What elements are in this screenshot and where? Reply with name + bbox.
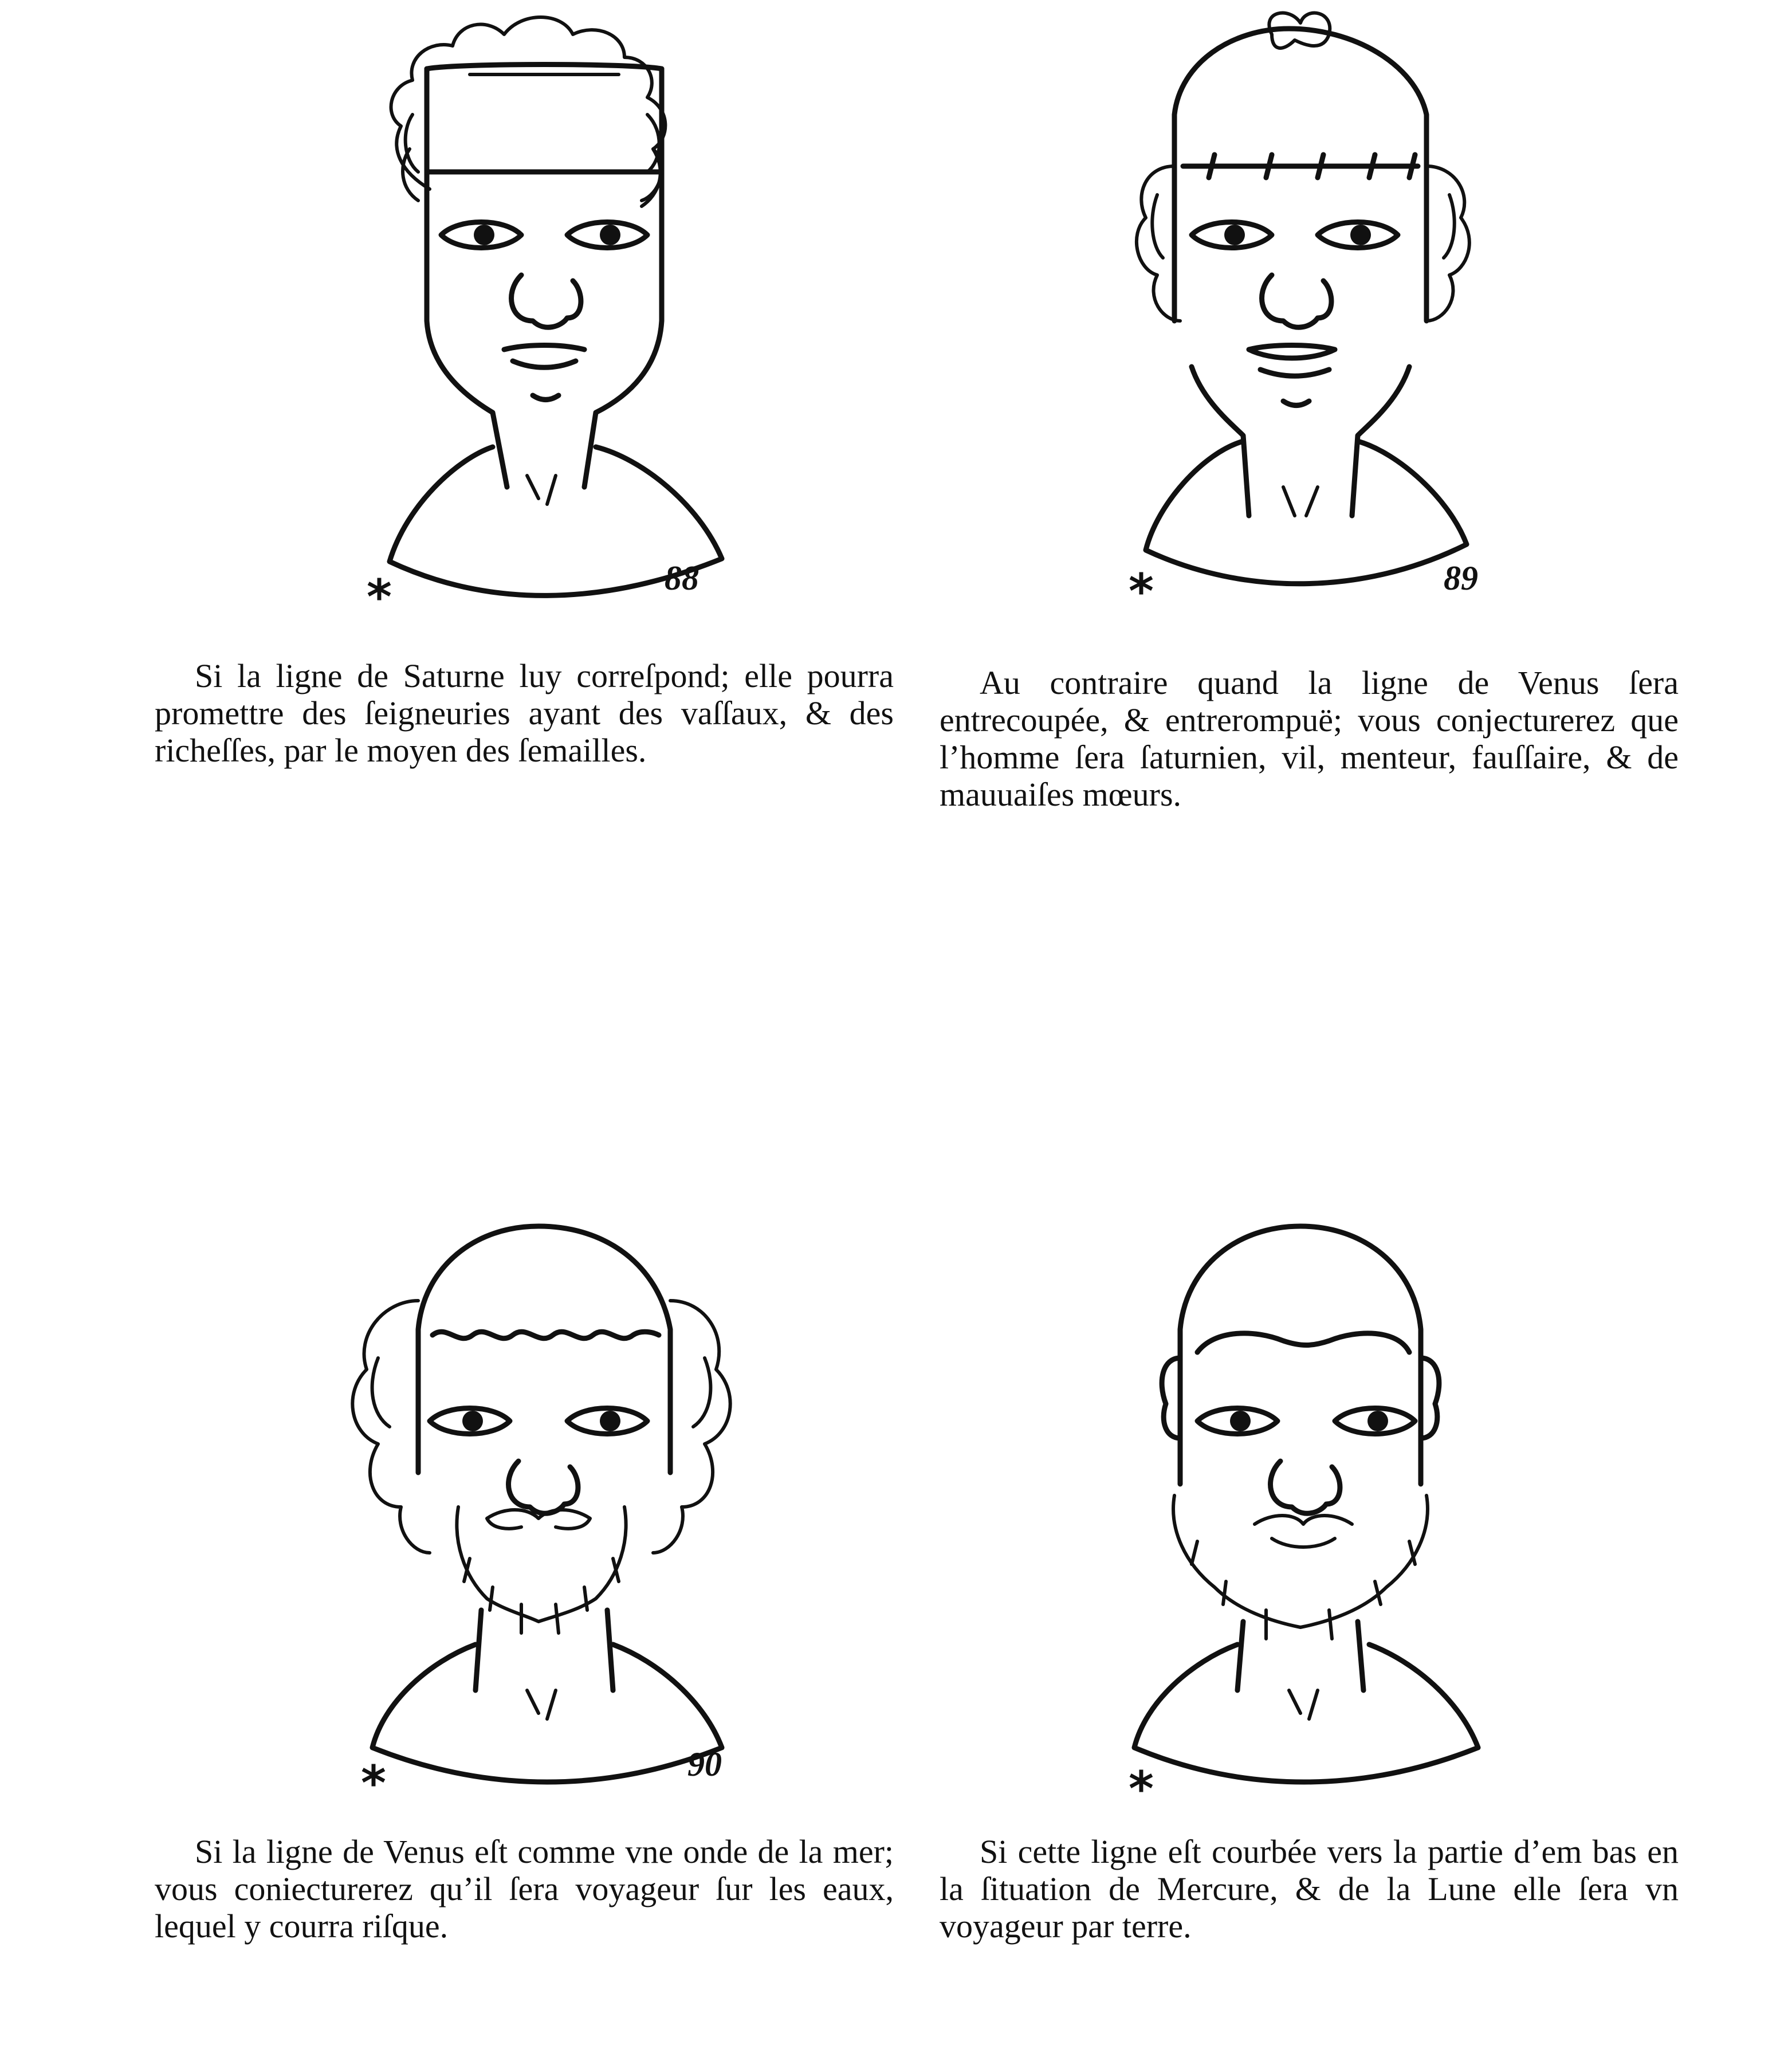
caption-text: Si cette ligne eſt courbée vers la partie d’em bas en la ſituation de Mercure, & de la Lune elle ſera vn voyageur par terre. (940, 1833, 1679, 1945)
figure-asterisk-mark: * (361, 1755, 386, 1811)
caption-text: Au contraire quand la ligne de Venus ſera entrecoupée, & entrerompuë; vous conjecturerez que l’homme ſera ſaturnien, vil, menteur, fauſſaire, & de mauuaiſes mœurs. (940, 664, 1679, 813)
caption-text: Si la ligne de Saturne luy correſpond; elle pourra promettre des ſeigneuries ayant des vaſſaux, & des richeſſes, par le moyen des ſemailles. (155, 657, 894, 769)
figure-asterisk-mark: * (1129, 563, 1154, 619)
caption-figure-89 (940, 665, 1679, 814)
figure-number: 89 (1444, 559, 1478, 597)
head-illustration (1043, 1186, 1558, 1759)
caption-figure-91 (940, 1834, 1679, 1945)
figure-number: 90 (687, 1745, 722, 1783)
head-illustration (286, 0, 802, 573)
figure-asterisk-mark: * (1129, 1761, 1154, 1817)
caption-figure-88 (155, 658, 894, 770)
woodcut-head-figure-88 (286, 0, 802, 625)
caption-text: Si la ligne de Venus eſt comme vne onde de la mer; vous coniecturerez qu’il ſera voyageur ſur les eaux, lequel y courra riſque. (155, 1833, 894, 1945)
woodcut-head-figure-91 (1043, 1186, 1558, 1817)
figure-asterisk-mark: * (367, 569, 392, 625)
caption-figure-90 (155, 1834, 894, 1945)
woodcut-head-figure-90 (286, 1186, 802, 1811)
head-illustration (286, 1186, 802, 1759)
woodcut-head-figure-89 (1043, 0, 1558, 619)
head-illustration (1043, 0, 1558, 573)
figure-number: 88 (665, 559, 699, 597)
